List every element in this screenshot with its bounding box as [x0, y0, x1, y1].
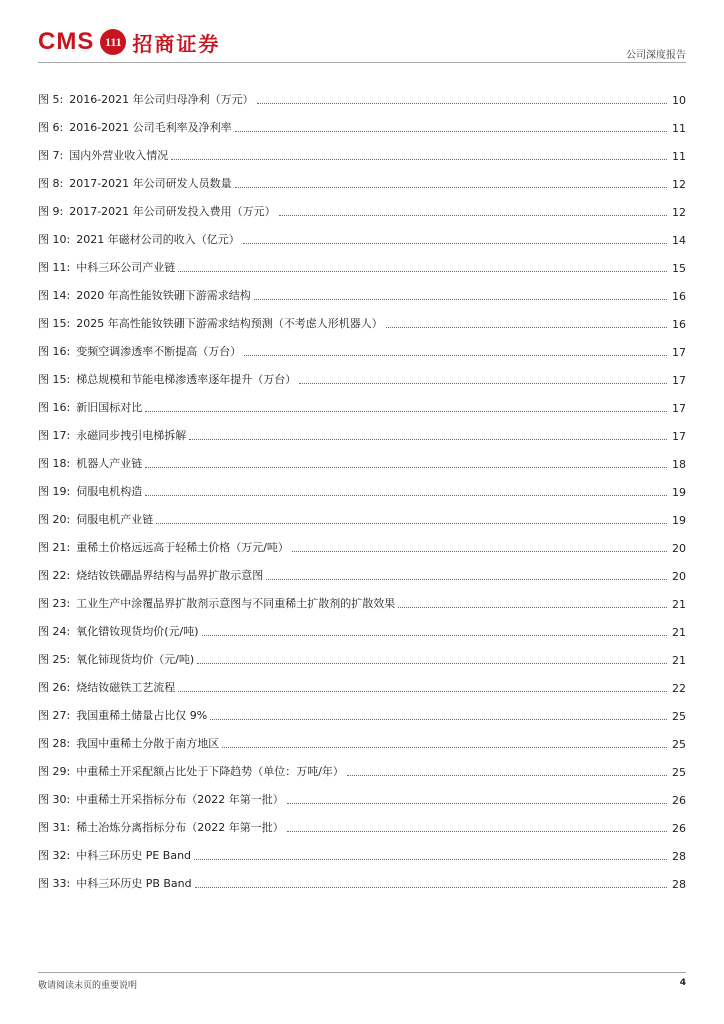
toc-entry-title: 烧结钕磁铁工艺流程 [76, 681, 176, 694]
toc-entry[interactable] [38, 191, 686, 219]
toc-entry[interactable] [38, 667, 686, 695]
toc-entry-label: 图 6: [38, 121, 64, 134]
figure-table-of-contents [38, 79, 686, 891]
toc-entry-page: 17 [672, 430, 686, 443]
toc-entry-label: 图 25: [38, 653, 71, 666]
toc-entry-title: 伺服电机产业链 [76, 513, 154, 526]
toc-entry-title: 新旧国标对比 [76, 401, 143, 414]
toc-entry-title: 中科三环历史 PE Band [76, 849, 192, 862]
toc-entry-label: 图 8: [38, 177, 64, 190]
toc-dot-leader [145, 467, 667, 468]
toc-entry-title: 氧化镨钕现货均价(元/吨) [76, 625, 199, 638]
toc-dot-leader [386, 327, 667, 328]
toc-entry-page: 19 [672, 486, 686, 499]
toc-entry[interactable] [38, 415, 686, 443]
toc-entry[interactable] [38, 107, 686, 135]
toc-entry[interactable] [38, 751, 686, 779]
toc-dot-leader [195, 887, 667, 888]
toc-dot-leader [171, 159, 667, 160]
toc-dot-leader [178, 271, 667, 272]
toc-dot-leader [266, 579, 667, 580]
toc-entry-label: 图 10: [38, 233, 71, 246]
toc-entry-label: 图 24: [38, 625, 71, 638]
toc-entry-label: 图 33: [38, 877, 71, 890]
toc-entry-page: 25 [672, 710, 686, 723]
toc-entry[interactable] [38, 695, 686, 723]
toc-entry-label: 图 15: [38, 373, 71, 386]
toc-entry-label: 图 28: [38, 737, 71, 750]
toc-entry-label: 图 30: [38, 793, 71, 806]
toc-dot-leader [279, 215, 667, 216]
toc-entry-label: 图 22: [38, 569, 71, 582]
toc-entry-page: 11 [672, 150, 686, 163]
toc-entry-label: 图 18: [38, 457, 71, 470]
toc-entry-page: 15 [672, 262, 686, 275]
toc-dot-leader [202, 635, 668, 636]
toc-entry-title: 2020 年高性能钕铁硼下游需求结构 [76, 289, 251, 302]
toc-entry-title: 中重稀土开采指标分布（2022 年第一批） [76, 793, 284, 806]
toc-entry-page: 11 [672, 122, 686, 135]
toc-entry[interactable] [38, 247, 686, 275]
toc-entry-page: 17 [672, 374, 686, 387]
page-header [38, 26, 686, 62]
toc-entry-page: 19 [672, 514, 686, 527]
toc-entry[interactable] [38, 583, 686, 611]
toc-entry-title: 伺服电机构造 [76, 485, 143, 498]
toc-entry-label: 图 29: [38, 765, 71, 778]
logo-text: CMS [38, 28, 95, 55]
toc-entry[interactable] [38, 443, 686, 471]
toc-entry-title: 工业生产中涂覆晶界扩散剂示意图与不同重稀土扩散剂的扩散效果 [76, 597, 396, 610]
toc-dot-leader [145, 411, 667, 412]
toc-entry-page: 16 [672, 318, 686, 331]
toc-entry[interactable] [38, 135, 686, 163]
footer-divider [38, 972, 686, 973]
toc-entry-label: 图 5: [38, 93, 64, 106]
toc-entry-label: 图 17: [38, 429, 71, 442]
toc-entry[interactable] [38, 499, 686, 527]
toc-entry-label: 图 15: [38, 317, 71, 330]
page-number: 4 [679, 978, 686, 988]
toc-entry[interactable] [38, 359, 686, 387]
toc-entry-title: 2021 年磁材公司的收入（亿元） [76, 233, 240, 246]
toc-entry-label: 图 16: [38, 345, 71, 358]
toc-entry[interactable] [38, 275, 686, 303]
toc-entry-page: 25 [672, 738, 686, 751]
toc-entry-label: 图 20: [38, 513, 71, 526]
toc-dot-leader [257, 103, 667, 104]
toc-entry[interactable] [38, 863, 686, 891]
toc-entry-label: 图 7: [38, 149, 64, 162]
toc-entry[interactable] [38, 835, 686, 863]
toc-entry-title: 2017-2021 年公司研发投入费用（万元） [69, 205, 276, 218]
toc-dot-leader [210, 719, 667, 720]
toc-entry-page: 28 [672, 850, 686, 863]
toc-entry-title: 2017-2021 年公司研发人员数量 [69, 177, 232, 190]
toc-entry-page: 21 [672, 598, 686, 611]
header-divider [38, 62, 686, 63]
toc-entry[interactable] [38, 611, 686, 639]
report-type-label: 公司深度报告 [626, 50, 686, 61]
toc-entry-title: 国内外营业收入情况 [69, 149, 169, 162]
toc-entry-page: 20 [672, 542, 686, 555]
toc-entry-title: 永磁同步拽引电梯拆解 [76, 429, 187, 442]
toc-entry-title: 我国重稀土储量占比仅 9% [76, 709, 208, 722]
toc-entry-label: 图 16: [38, 401, 71, 414]
toc-entry-page: 14 [672, 234, 686, 247]
toc-entry-label: 图 27: [38, 709, 71, 722]
toc-dot-leader [292, 551, 667, 552]
toc-entry-page: 21 [672, 654, 686, 667]
toc-dot-leader [287, 831, 667, 832]
toc-entry[interactable] [38, 219, 686, 247]
toc-dot-leader [178, 691, 667, 692]
toc-entry[interactable] [38, 79, 686, 107]
toc-dot-leader [347, 775, 667, 776]
toc-entry-title: 中科三环历史 PB Band [76, 877, 192, 890]
toc-entry-label: 图 23: [38, 597, 71, 610]
toc-entry[interactable] [38, 555, 686, 583]
toc-entry-label: 图 21: [38, 541, 71, 554]
cms-logo [38, 26, 220, 58]
toc-dot-leader [194, 859, 667, 860]
toc-entry-page: 17 [672, 402, 686, 415]
toc-entry-page: 18 [672, 458, 686, 471]
toc-dot-leader [299, 383, 667, 384]
toc-entry-title: 机器人产业链 [76, 457, 143, 470]
toc-dot-leader [254, 299, 667, 300]
toc-entry-page: 25 [672, 766, 686, 779]
toc-entry-page: 20 [672, 570, 686, 583]
toc-entry-title: 2016-2021 公司毛利率及净利率 [69, 121, 232, 134]
toc-entry[interactable] [38, 387, 686, 415]
toc-entry-title: 烧结钕铁硼晶界结构与晶界扩散示意图 [76, 569, 264, 582]
toc-entry[interactable] [38, 471, 686, 499]
toc-entry[interactable] [38, 639, 686, 667]
toc-entry-title: 梯总规模和节能电梯渗透率逐年提升（万台） [76, 373, 297, 386]
toc-entry-title: 我国中重稀土分散于南方地区 [76, 737, 220, 750]
toc-entry-label: 图 14: [38, 289, 71, 302]
toc-entry-title: 氧化铈现货均价（元/吨) [76, 653, 195, 666]
toc-entry[interactable] [38, 723, 686, 751]
toc-entry-title: 变频空调渗透率不断提高（万台） [76, 345, 242, 358]
toc-entry-page: 16 [672, 290, 686, 303]
toc-dot-leader [244, 355, 667, 356]
toc-entry-page: 12 [672, 178, 686, 191]
toc-entry-label: 图 19: [38, 485, 71, 498]
toc-entry-page: 22 [672, 682, 686, 695]
toc-dot-leader [197, 663, 667, 664]
toc-entry-page: 26 [672, 794, 686, 807]
toc-entry-title: 2016-2021 年公司归母净利（万元） [69, 93, 254, 106]
toc-dot-leader [145, 495, 667, 496]
footer-disclaimer-note: 敬请阅读末页的重要说明 [38, 981, 138, 991]
toc-entry[interactable] [38, 807, 686, 835]
logo-seal-icon: 111 [100, 29, 126, 55]
toc-entry[interactable] [38, 331, 686, 359]
toc-entry-label: 图 31: [38, 821, 71, 834]
toc-dot-leader [287, 803, 667, 804]
toc-entry-title: 重稀土价格远远高于轻稀土价格（万元/吨） [76, 541, 289, 554]
toc-entry-title: 稀土冶炼分离指标分布（2022 年第一批） [76, 821, 284, 834]
toc-entry-title: 中科三环公司产业链 [76, 261, 176, 274]
toc-dot-leader [243, 243, 667, 244]
toc-dot-leader [398, 607, 667, 608]
toc-entry-page: 12 [672, 206, 686, 219]
toc-entry[interactable] [38, 163, 686, 191]
toc-entry-page: 17 [672, 346, 686, 359]
toc-dot-leader [235, 187, 667, 188]
toc-entry-title: 2025 年高性能钕铁硼下游需求结构预测（不考虑人形机器人） [76, 317, 383, 330]
toc-entry-page: 26 [672, 822, 686, 835]
toc-entry-page: 10 [672, 94, 686, 107]
toc-entry[interactable] [38, 527, 686, 555]
toc-entry[interactable] [38, 303, 686, 331]
toc-dot-leader [156, 523, 667, 524]
toc-dot-leader [189, 439, 667, 440]
toc-entry-label: 图 9: [38, 205, 64, 218]
toc-dot-leader [235, 131, 667, 132]
toc-entry-page: 28 [672, 878, 686, 891]
toc-entry[interactable] [38, 779, 686, 807]
toc-entry-label: 图 26: [38, 681, 71, 694]
toc-dot-leader [222, 747, 667, 748]
toc-entry-title: 中重稀土开采配额占比处于下降趋势（单位：万吨/年） [76, 765, 344, 778]
toc-entry-page: 21 [672, 626, 686, 639]
logo-chinese-name: 招商证券 [132, 31, 221, 56]
toc-entry-label: 图 32: [38, 849, 71, 862]
toc-entry-label: 图 11: [38, 261, 71, 274]
